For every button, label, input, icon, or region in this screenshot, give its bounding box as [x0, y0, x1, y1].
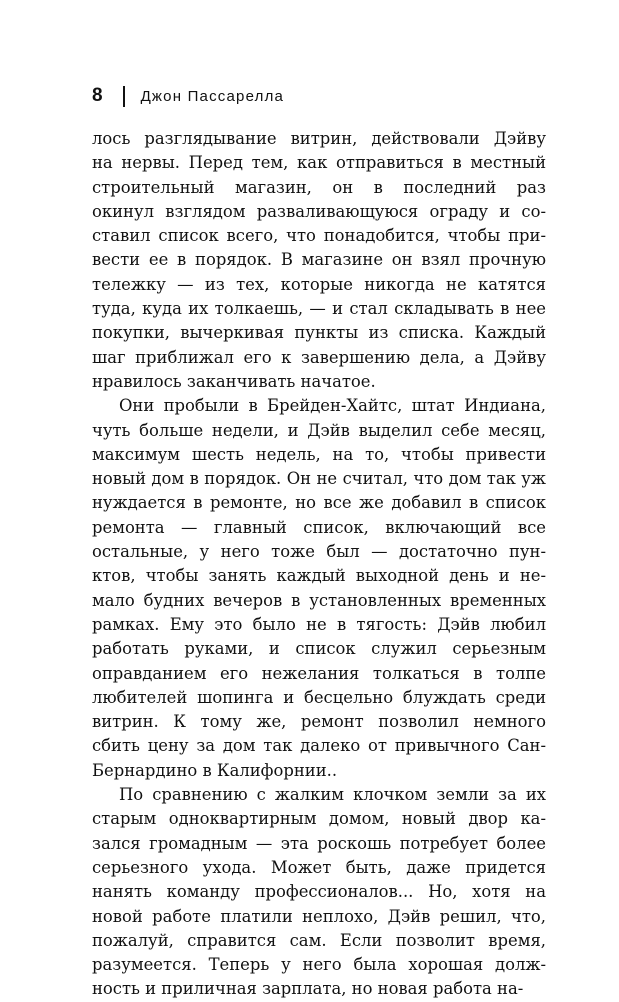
text-line: ктов, чтобы занять каждый выходной день и не-	[92, 566, 546, 586]
text-line: вести ее в порядок. В магазине он взял прочную	[92, 250, 546, 270]
text-line: лось разглядывание витрин, действовали Дэйву	[92, 129, 546, 148]
text-line: нравилось заканчивать начатое.	[92, 371, 376, 391]
text-line: ремонта — главный список, включающий все	[92, 517, 546, 537]
paragraph	[92, 783, 546, 1002]
text-line: рамках. Ему это было не в тягость: Дэйв любил	[92, 614, 546, 634]
text-line: сбить цену за дом так далеко от привычного Сан-	[92, 736, 546, 756]
text-line: витрин. К тому же, ремонт позволил немного	[92, 712, 546, 732]
paragraph	[92, 394, 546, 783]
text-line: ставил список всего, что понадобится, чтобы при-	[92, 226, 546, 246]
text-line: строительный магазин, он в последний раз	[92, 177, 546, 197]
text-line: новой работе платили неплохо, Дэйв решил, что,	[92, 906, 546, 926]
text-line: зался громадным — эта роскошь потребует более	[92, 833, 546, 853]
text-line: Они пробыли в Брейден-Хайтс, штат Индиана,	[119, 396, 546, 416]
text-line: тележку — из тех, которые никогда не катятся	[92, 274, 546, 294]
text-line: остальные, у него тоже был — достаточно пун-	[92, 542, 546, 562]
text-line: серьезного ухода. Может быть, даже придется	[92, 857, 546, 877]
text-line: максимум шесть недель, на то, чтобы привести	[92, 444, 546, 464]
text-line: работать руками, и список служил серьезным	[92, 639, 546, 659]
text-line: нанять команду профессионалов... Но, хотя на	[92, 882, 546, 902]
text-line: Бернардино в Калифорнии..	[92, 760, 338, 780]
header-separator	[123, 86, 125, 107]
text-line: разумеется. Теперь у него была хорошая долж-	[92, 955, 546, 975]
text-line: старым одноквартирным домом, новый двор ка-	[92, 809, 546, 829]
running-title: Джон Пассарелла	[140, 87, 285, 105]
text-line: оправданием его нежелания толкаться в толпе	[92, 663, 546, 683]
text-line: новый дом в порядок. Он не считал, что дом так уж	[92, 469, 546, 489]
running-header	[92, 84, 284, 108]
paragraph	[92, 127, 546, 394]
text-line: По сравнению с жалким клочком земли за их	[119, 785, 546, 805]
text-line: шаг приближал его к завершению дела, а Дэйву	[92, 347, 546, 367]
text-line: на нервы. Перед тем, как отправиться в местный	[92, 153, 546, 173]
text-line: ность и приличная зарплата, но новая работа на-	[92, 979, 524, 999]
text-line: нуждается в ремонте, но все же добавил в список	[92, 493, 546, 513]
text-line: покупки, вычеркивая пункты из списка. Каждый	[92, 323, 546, 343]
text-line: туда, куда их толкаешь, — и стал складывать в нее	[92, 299, 546, 319]
body-text	[92, 127, 546, 1002]
text-line: пожалуй, справится сам. Если позволит время,	[92, 930, 546, 950]
text-line: мало будних вечеров в установленных временных	[92, 590, 546, 610]
text-line: любителей шопинга и бесцельно блуждать среди	[92, 687, 546, 707]
text-line: чуть больше недели, и Дэйв выделил себе месяц,	[92, 420, 546, 440]
text-line: окинул взглядом разваливающуюся ограду и со-	[92, 201, 546, 221]
page-number: 8	[92, 85, 103, 106]
